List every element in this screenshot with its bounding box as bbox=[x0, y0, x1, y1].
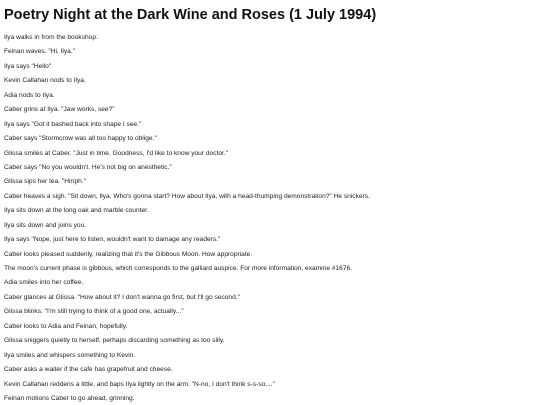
page-title: Poetry Night at the Dark Wine and Roses (1 July 1994) bbox=[4, 7, 377, 23]
log-line: Caber asks a waiter if the cafe has grapefruit and cheese. bbox=[4, 366, 173, 374]
log-line: Feinan waves. "Hi, Ilya." bbox=[4, 48, 76, 56]
log-line: Caber heaves a sigh. "Sit down, Ilya. Who's gonna start? How about Ilya, with a head-thumping demonstration?" He snickers. bbox=[4, 192, 370, 200]
log-line: Ilya sits down at the long oak and marble counter. bbox=[4, 207, 149, 215]
log-line: Caber looks pleased suddenly, realizing that it's the Gibbous Moon. How appropriate. bbox=[4, 250, 253, 258]
log-line: Ilya says "Got it bashed back into shape I see." bbox=[4, 120, 142, 128]
log-lines bbox=[4, 31, 370, 405]
log-line: Caber says "Stormcrow was all too happy to oblige." bbox=[4, 135, 157, 143]
log-line: Ilya smiles and whispers something to Kevin. bbox=[4, 351, 136, 359]
log-line: Adia smiles into her coffee. bbox=[4, 279, 84, 287]
log-line: Adia nods to Ilya. bbox=[4, 91, 55, 99]
log-line: Glissa blinks. "I'm still trying to think of a good one, actually..." bbox=[4, 308, 184, 316]
log-line: Kevin Callahan nods to Ilya. bbox=[4, 77, 86, 85]
log-line: Caber looks to Adia and Feinan, hopefully. bbox=[4, 322, 128, 330]
log-line: Kevin Callahan reddens a little, and baps Ilya lightly on the arm. "N-no, I don't think s-s-so...." bbox=[4, 380, 275, 388]
log-line: Ilya sits down and joins you. bbox=[4, 221, 87, 229]
log-line: Feinan motions Caber to go ahead, grinning. bbox=[4, 394, 135, 402]
log-line: Ilya walks in from the bookshop. bbox=[4, 34, 98, 41]
log-line: Caber says "No you wouldn't. He's not big on anesthetic." bbox=[4, 163, 172, 171]
log-line: Caber glances at Glissa. "How about it? I don't wanna go first, but I'll go second." bbox=[4, 293, 240, 301]
log-line: Glissa smiles at Caber. "Just in time. Goodness, I'd like to know your doctor." bbox=[4, 149, 228, 157]
log-line: Ilya says "Nope, just here to listen, wouldn't want to damage any readers." bbox=[4, 236, 221, 244]
log-line: Glissa sips her tea. "Hmph." bbox=[4, 178, 87, 186]
log-line: Ilya says "Hello" bbox=[4, 62, 52, 70]
log-line: Glissa sniggers quietly to herself, perhaps discarding something as too silly. bbox=[4, 337, 225, 345]
log-line: Caber grins at Ilya. "Jaw works, see?" bbox=[4, 106, 115, 114]
log-line: The moon's current phase is gibbous, which corresponds to the galliard auspice. For more information, examine #1676. bbox=[4, 265, 352, 272]
